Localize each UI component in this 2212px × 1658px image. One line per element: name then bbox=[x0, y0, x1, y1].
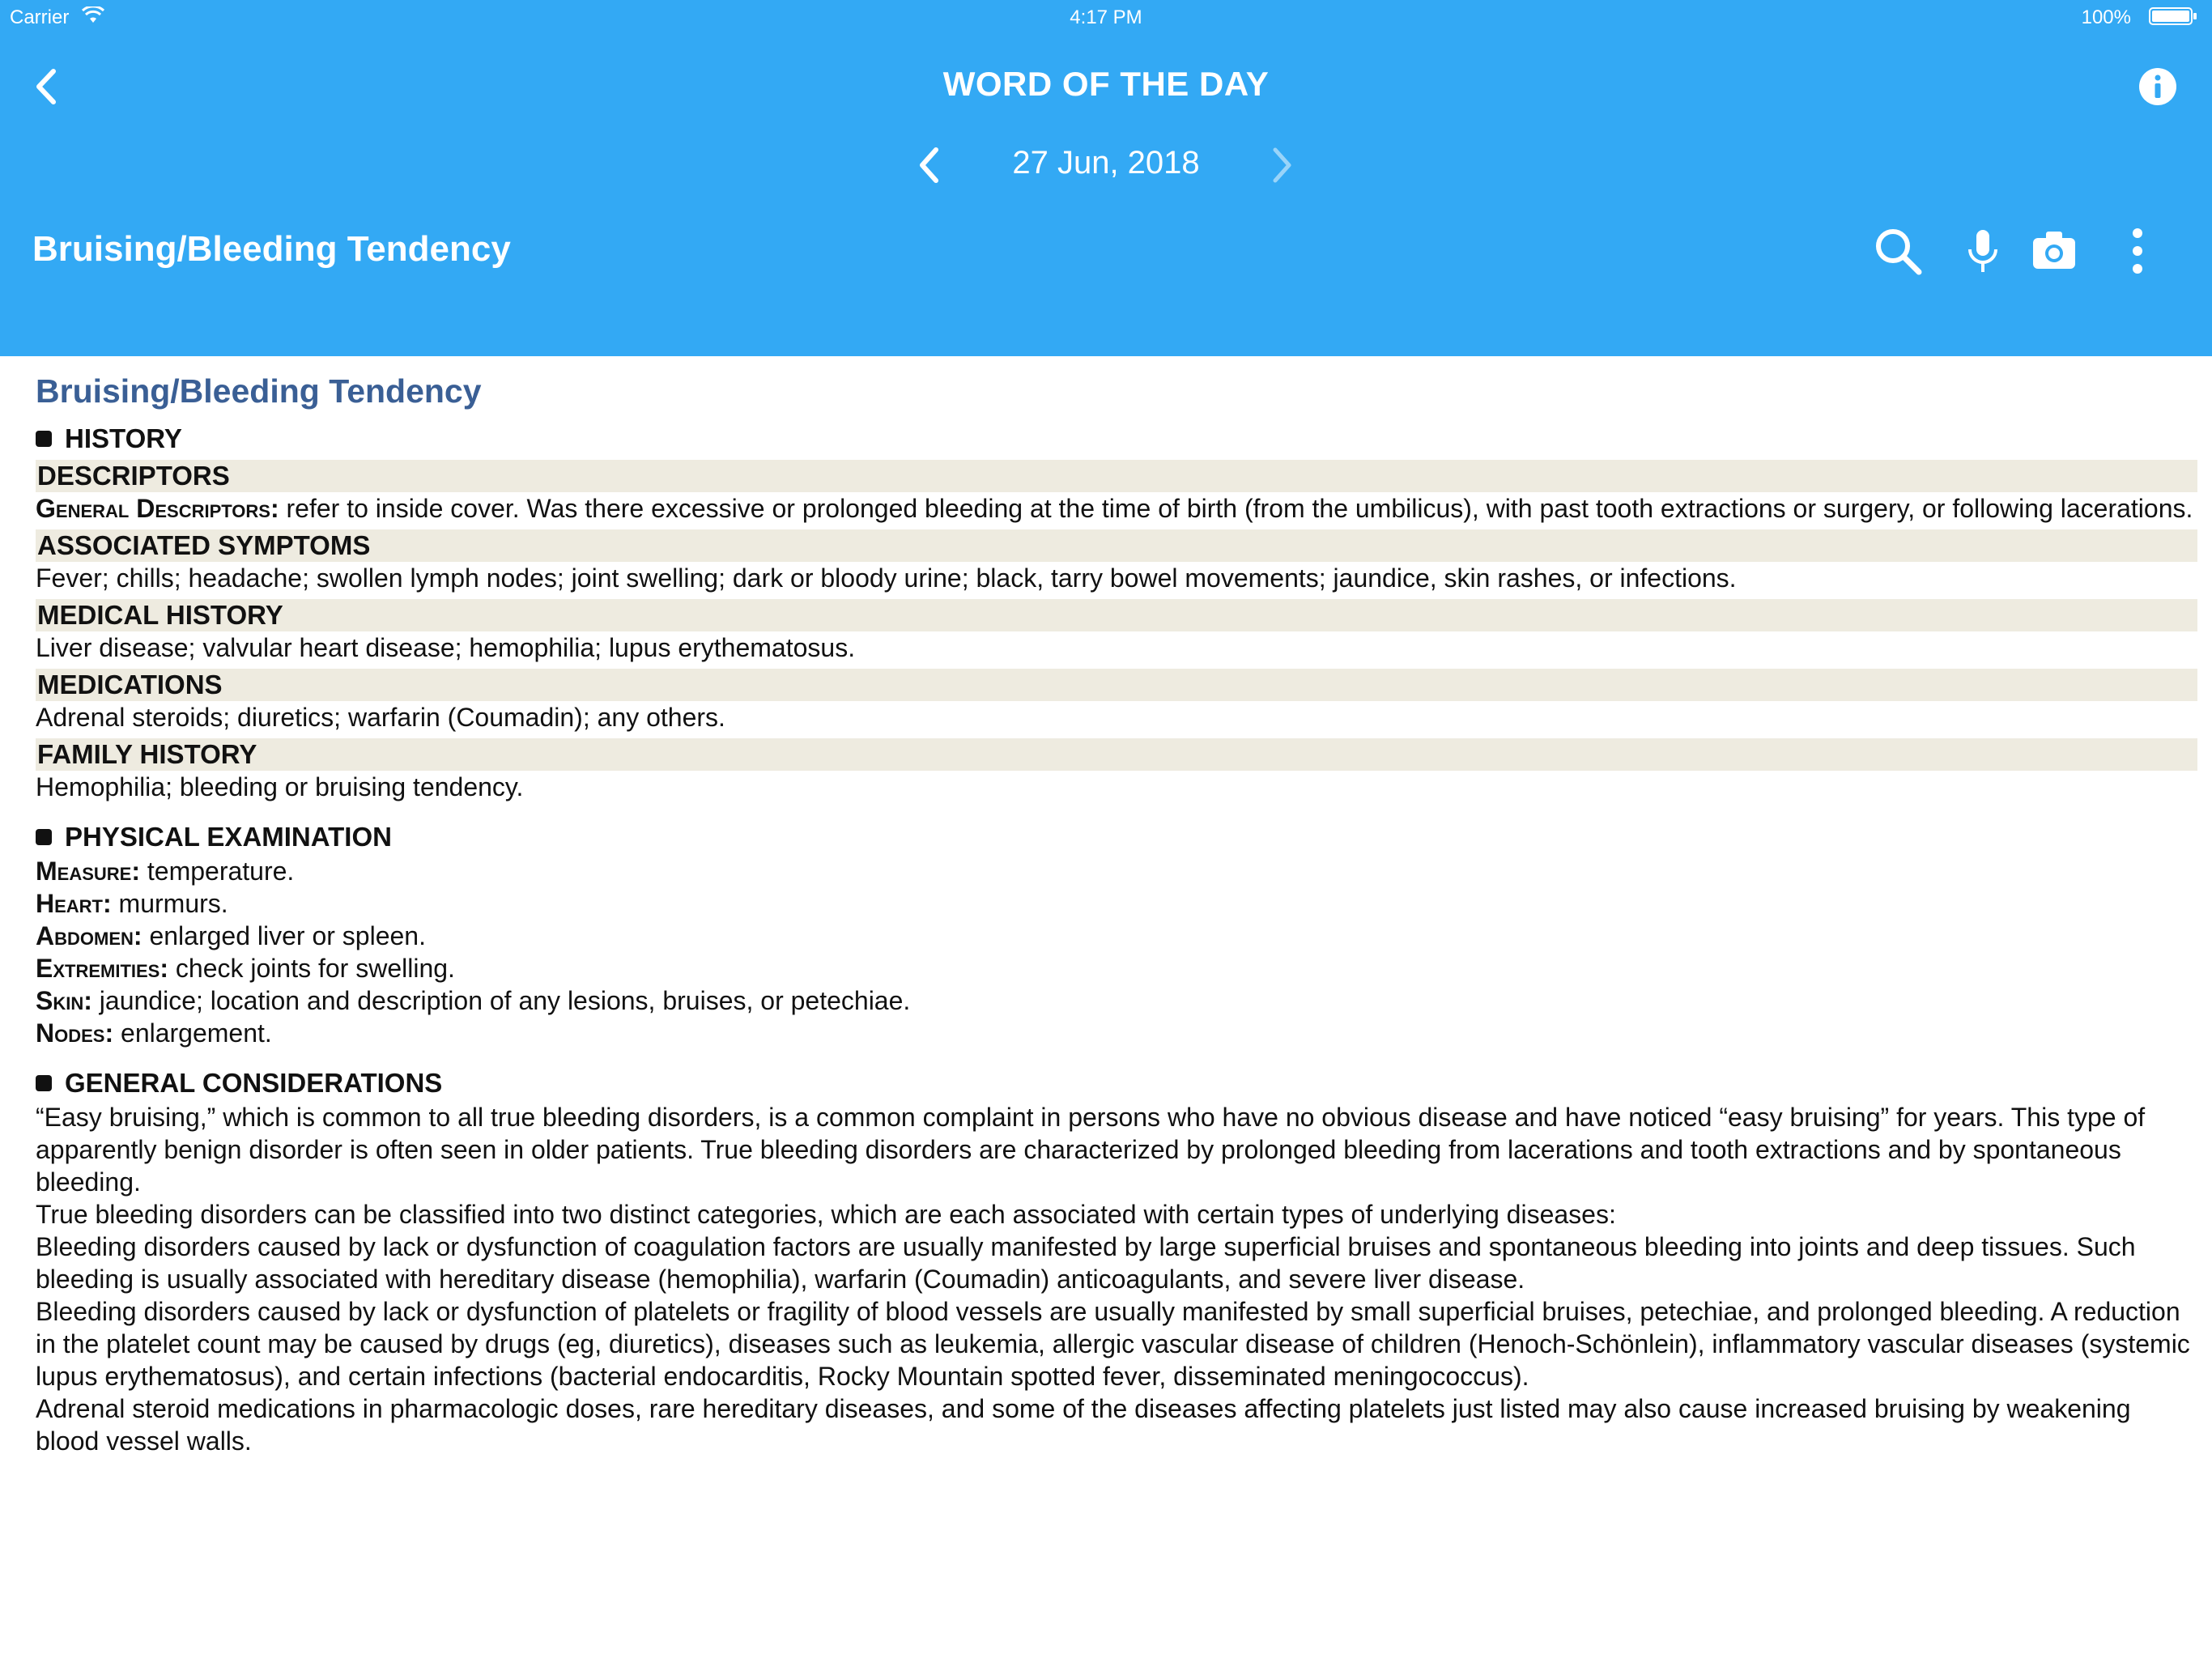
general-paragraph: True bleeding disorders can be classified into two distinct categories, which are each associated with certain types of underlying diseases: bbox=[36, 1200, 1616, 1229]
next-date-chevron-icon[interactable] bbox=[1269, 145, 1296, 185]
family-history-text: Hemophilia; bleeding or bruising tendency. bbox=[36, 772, 524, 801]
entry-title: Bruising/Bleeding Tendency bbox=[32, 229, 511, 269]
medications-text: Adrenal steroids; diuretics; warfarin (Coumadin); any others. bbox=[36, 703, 725, 732]
subheading-family-history: FAMILY HISTORY bbox=[36, 738, 2197, 771]
descriptors-body: refer to inside cover. Was there excessive or prolonged bleeding at the time of birth (from the umbilicus), with past tooth extractions or surgery, or following lacerations. bbox=[279, 494, 2193, 523]
section-physical-examination bbox=[36, 821, 2197, 853]
camera-icon[interactable] bbox=[2028, 225, 2080, 277]
article-content bbox=[36, 356, 2197, 1457]
current-date: 27 Jun, 2018 bbox=[1012, 145, 1200, 181]
status-bar bbox=[0, 0, 2212, 36]
exam-label: Nodes: bbox=[36, 1018, 114, 1048]
general-paragraph: Adrenal steroid medications in pharmacologic doses, rare hereditary diseases, and some of the diseases affecting platelets just listed may also cause increased bruising by weakening blood vessel walls. bbox=[36, 1394, 2131, 1456]
exam-label: Measure: bbox=[36, 857, 140, 886]
date-navigator bbox=[0, 142, 2212, 190]
bullet-icon bbox=[36, 829, 52, 845]
header-toolbar bbox=[1872, 219, 2212, 283]
exam-item bbox=[36, 920, 2197, 952]
general-paragraph: Bleeding disorders caused by lack or dysfunction of coagulation factors are usually manifested by large superficial bruises and spontaneous bleeding into joints and deep tissues. Such bleeding is usually associated with hereditary disease (hemophilia), warfarin (Coumadin) anticoagulants, and severe liver disease. bbox=[36, 1232, 2136, 1294]
battery-percent: 100% bbox=[2081, 6, 2131, 28]
exam-label: Abdomen: bbox=[36, 921, 143, 950]
exam-text: jaundice; location and description of any lesions, bruises, or petechiae. bbox=[91, 986, 911, 1015]
medical-history-text: Liver disease; valvular heart disease; hemophilia; lupus erythematosus. bbox=[36, 633, 856, 662]
exam-text: murmurs. bbox=[111, 889, 228, 918]
exam-text: enlargement. bbox=[113, 1018, 272, 1048]
exam-label: Extremities: bbox=[36, 954, 169, 983]
exam-text: check joints for swelling. bbox=[168, 954, 455, 983]
exam-item bbox=[36, 952, 2197, 984]
associated-symptoms-text: Fever; chills; headache; swollen lymph nodes; joint swelling; dark or bloody urine; black, tarry bowel movements; jaundice, skin rashes, or infections. bbox=[36, 563, 1737, 593]
exam-label: Heart: bbox=[36, 889, 112, 918]
exam-text: temperature. bbox=[140, 857, 295, 886]
exam-item bbox=[36, 984, 2197, 1017]
subheading-medications: MEDICATIONS bbox=[36, 669, 2197, 701]
section-history bbox=[36, 423, 2197, 455]
descriptors-text bbox=[36, 492, 2197, 525]
bullet-icon bbox=[36, 1075, 52, 1091]
spacer bbox=[36, 803, 2197, 814]
exam-item bbox=[36, 855, 2197, 887]
exam-text: enlarged liver or spleen. bbox=[142, 921, 426, 950]
search-icon[interactable] bbox=[1872, 225, 1924, 277]
descriptors-label: General Descriptors: bbox=[36, 494, 279, 523]
battery-icon bbox=[2149, 6, 2197, 26]
more-vertical-icon[interactable] bbox=[2121, 225, 2154, 277]
page-title: WORD OF THE DAY bbox=[942, 65, 1270, 103]
subheading-medical-history: MEDICAL HISTORY bbox=[36, 599, 2197, 631]
exam-label: Skin: bbox=[36, 986, 92, 1015]
article-title: Bruising/Bleeding Tendency bbox=[36, 372, 482, 410]
exam-items bbox=[36, 855, 2197, 1049]
general-paragraph: Bleeding disorders caused by lack or dysfunction of platelets or fragility of blood vessels are usually manifested by small superficial bruises, petechiae, and prolonged bleeding. A reduction in the platelet count may be caused by drugs (eg, diuretics), diseases such as leukemia, allergic vascular disease of children (Henoch-Schönlein), inflammatory vascular diseases (systemic lupus erythematosus), and certain infections (bacterial endocarditis, Rocky Mountain spotted fever, disseminated meningococcus). bbox=[36, 1297, 2190, 1391]
section-heading: PHYSICAL EXAMINATION bbox=[65, 822, 392, 852]
bullet-icon bbox=[36, 431, 52, 447]
subheading-associated-symptoms: ASSOCIATED SYMPTOMS bbox=[36, 529, 2197, 562]
exam-item bbox=[36, 1017, 2197, 1049]
carrier-label: Carrier bbox=[10, 6, 70, 28]
section-heading: GENERAL CONSIDERATIONS bbox=[65, 1068, 443, 1098]
microphone-icon[interactable] bbox=[1957, 225, 2009, 277]
spacer bbox=[36, 1049, 2197, 1061]
section-heading: HISTORY bbox=[65, 423, 182, 453]
subheading-descriptors: DESCRIPTORS bbox=[36, 460, 2197, 492]
status-time: 4:17 PM bbox=[1070, 6, 1142, 28]
exam-item bbox=[36, 887, 2197, 920]
info-icon[interactable] bbox=[2138, 66, 2178, 107]
section-general-considerations bbox=[36, 1067, 2197, 1099]
general-paragraph: “Easy bruising,” which is common to all true bleeding disorders, is a common complaint in persons who have no obvious disease and have noticed “easy bruising” for years. This type of apparently benign disorder is often seen in older patients. True bleeding disorders are characterized by prolonged bleeding from lacerations and tooth extractions and by spontaneous bleeding. bbox=[36, 1103, 2146, 1197]
app-header bbox=[0, 0, 2212, 356]
